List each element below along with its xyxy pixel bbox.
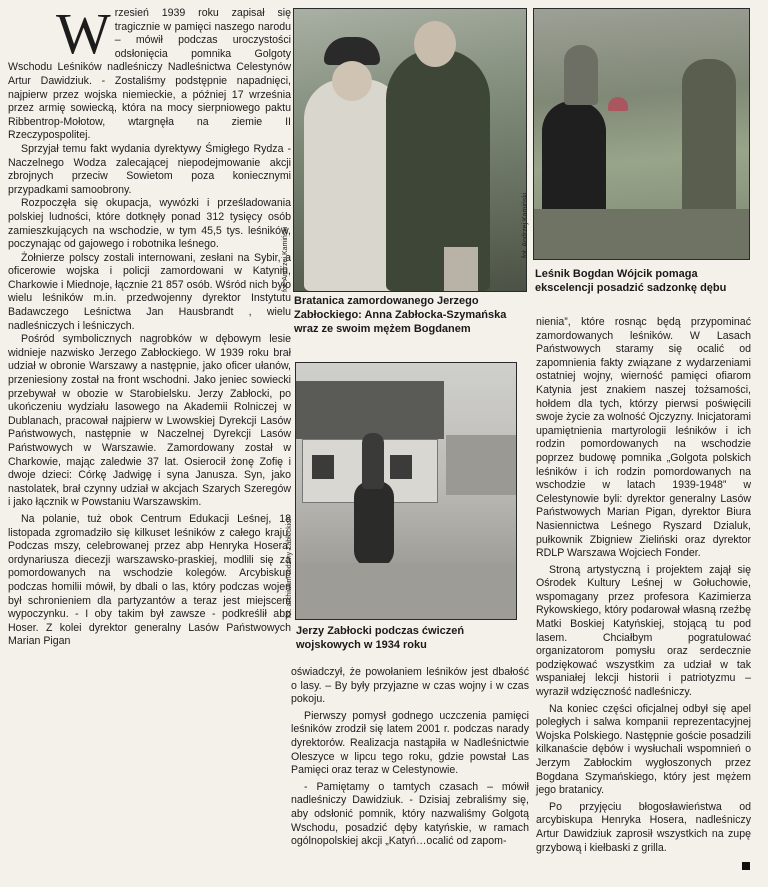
photo-planting (533, 8, 750, 260)
paragraph: Na polanie, tuż obok Centrum Edukacji Leśnej, 18 listopada zgromadziło się kilkuset leśników z całego kraju. Podczas mszy, celebrowanej przez abp Henryka Hosera, ordynariusza diecezji warszawsko-praskiej, modlili się za pomordowanych na wschodzie kolegów. Arcybiskup podczas homilii mówił, by dbali o las, który podczas wojen był schronieniem dla partyzantów a teraz jest miejscem wypoczynku. - I oby takim był zawsze - podkreślił abp Hoser. Z kolei dyrektor generalny Lasów Państwowych Marian Pigan (8, 512, 291, 648)
man-face (414, 21, 456, 67)
stone-plaque (444, 247, 478, 291)
paragraph: - Pamiętamy o tamtych czasach – mówił nadleśniczy Dawidziuk. - Dzisiaj zebraliśmy się, aby odsłonić pomnik, który nazwaliśmy Golgotą Wschodu, posadzić dęby katyńskie, w ramach ogólnopolskiej akcji „Katyń…ocalić od zapom- (291, 780, 529, 848)
drop-cap: W (56, 1, 111, 66)
distant-buildings (446, 435, 516, 495)
paragraph: Rozpoczęła się okupacja, wywózki i prześladowania polskiej ludności, które dotknęły ponad 312 tysięcy osób zamieszkujących na wschodzie, w tym 45,5 tys. leśników, poczynając od gajowego i robotnika leśnego. (8, 197, 291, 251)
forester-figure (682, 59, 736, 227)
photo-credit: fot. archiwum rodziny Zabłockich (286, 516, 293, 618)
woman-face (332, 61, 372, 101)
background-person (564, 45, 598, 105)
horse-figure (354, 481, 394, 567)
ground (534, 209, 749, 259)
rider-figure (362, 433, 384, 489)
photo-caption: Bratanica zamordowanego Jerzego Zabłockiego: Anna Zabłocka-Szymańska wraz ze swoim mężem Bogdanem (294, 295, 507, 335)
paragraph: Po przyjęciu błogosławieństwa od arcybiskupa Henryka Hosera, nadleśniczy Artur Dawidziuk zaprosił wszystkich na zupę grzybową i kiełbaski z grilla. (536, 800, 751, 854)
paragraph: Na koniec części oficjalnej odbył się apel poległych i salwa kompanii reprezentacyjnej Wojska Polskiego. Następnie goście posadzili kilkanaście dębów i wysłuchali wspomnień o Jerzym Zabłockim wygłoszonych przez Bogdana Szymańskiego, który jest mężem jego bratanicy. (536, 702, 751, 797)
cap-icon (608, 97, 628, 111)
photo-credit: fot. Andrzej Kamiński (522, 192, 529, 258)
photo-archival-horseman (295, 362, 517, 620)
photo-credit: fot. Andrzej Kamiński (282, 226, 289, 292)
ground (296, 563, 516, 619)
paragraph: Pośród symbolicznych nagrobków w dębowym lesie widnieje nazwisko Jerzego Zabłockiego. W 1939 roku brał udział w obronie Warszawy a następnie, jako oficer ułanów, przeniesiony został na front wschodni. Jako jeniec sowiecki przebywał w obozie w Starobielsku. Jerzy Zabłocki, po ukończeniu wydziału lasowego na Akademii Rolniczej w Dublanach, pracował najpierw w Lwowskiej Dyrekcji Lasów Państwowych, następnie w Naczelnej Dyrekcji Lasów Państwowych w Warszawie. Zamordowany został w Charkowie, mając zaledwie 37 lat. Osierocił żonę Zofię i dwoje dzieci: Córkę Jadwigę i syna Janusza. Syn, jako nastolatek, brał czynny udział w akcjach Szarych Szeregów i jako łącznik w Powstaniu Warszawskim. (8, 333, 291, 509)
photo-caption: Leśnik Bogdan Wójcik pomaga ekscelencji posadzić sadzonkę dębu (535, 268, 727, 294)
article-column-1 (8, 1, 291, 649)
paragraph: rzesień 1939 roku zapisał się tragicznie w pamięci naszego narodu – mówił podczas uroczystości odsłonięcia pomnika Golgoty Wschodu Leśników nadleśniczy Nadleśnictwa Celestynów Artur Dawidziuk. - Zostaliśmy podstępnie napadnięci, najpierw przez wojska niemieckie, a później 17 września przez armię sowiecką, która na mocy sierpniowego paktu Ribbentrop-Mołotow, wtargnęła na ziemie II Rzeczypospolitej. (8, 7, 291, 142)
paragraph: oświadczył, że powołaniem leśników jest dbałość o lasy. – By były przyjazne w czas wojny i w czas pokoju. (291, 666, 529, 706)
window (312, 455, 334, 479)
window (390, 455, 412, 479)
photo-caption: Jerzy Zabłocki podczas ćwiczeń wojskowych w 1934 roku (296, 625, 465, 651)
paragraph: Sprzyjał temu fakt wydania dyrektywy Śmigłego Rydza - Naczelnego Wodza zalecającej niepodejmowanie akcji zbrojnych przeciw Sowietom poza koniecznymi przypadkami samoobrony. (8, 142, 291, 196)
end-of-article-mark (742, 862, 750, 870)
building-roof (296, 381, 444, 439)
article-column-4 (536, 316, 751, 855)
article-column-3 (291, 666, 529, 849)
paragraph: Pierwszy pomysł godnego uczczenia pamięci leśników zrodził się latem 2001 r. podczas narady dyrektorów. Realizacja nastąpiła w Nadleśnictwie Oleszyce w lipcu tego roku, gdzie powstał Las Pamięci oraz teraz w Celestynowie. (291, 709, 529, 777)
photo-couple (293, 8, 527, 292)
paragraph: Żołnierze polscy zostali internowani, zesłani na Sybir, a oficerowie wojska i policji zamordowani w Katyniu, Charkowie i Miednoje, łącznie 21 857 osób. Wśród nich było wielu leśników m.in. przedwojenny dyrektor Instytutu Badawczego Leśnictwa Jan Hausbrandt , wielu nadleśniczych i leśniczych. (8, 251, 291, 332)
paragraph: Stroną artystyczną i projektem zajął się Ośrodek Kultury Leśnej w Gołuchowie, wspomagany przez profesora Kazimierza Rykowskiego, który podarował własną rzeźbę Matki Boskiej Katyńskiej, stojącą tu pod lasem. Chciałbym pogratulować organizatorom pomysłu oraz serdecznie podziękować wszystkim za udział w tak wspaniałej lekcji historii i patriotyzmu – wyraził wdzięczność nadleśniczy. (536, 563, 751, 699)
paragraph: nienia”, które rosnąc będą przypominać zamordowanych leśników. W Lasach Państwowych staramy się ocalić od zapomnienia fakty związane z wydarzeniami ostatniej wojny, wierność pamięci ofiarom Katynia jest znakiem naszej tożsamości, hołdem dla tych, którzy pierwsi poświęcili swoje życie za wolność Ojczyzny. Inicjatorami upamiętnienia martyrologii leśników i ich rodzin pomordowanych na wschodzie poprzez budowę pomnika „Golgota polskich leśników i ich rodzin pomordowanych na wschodzie w latach 1939-1948” w Celestynowie byli: dyrektor generalny Lasów Państwowych Marian Pigan, dyrektor Biura Nasiennictwa Leśnego Ryszard Dzialuk, pułkownik Zbigniew Zieliński oraz dyrektor RDLP Warszawa Wojciech Fonder. (536, 316, 751, 560)
